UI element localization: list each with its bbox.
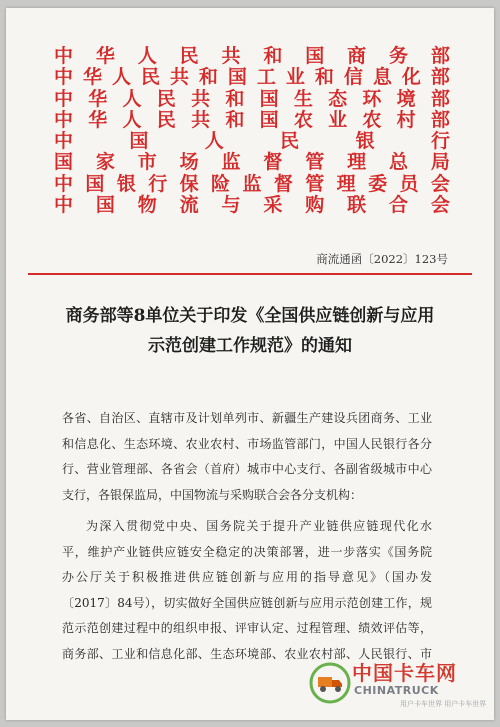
- issuer-line: 中 国 银 行 保 险 监 督 管 理 委 员 会: [54, 172, 450, 195]
- watermark-title: 中国卡车网: [352, 661, 457, 685]
- document-number: 商流通函〔2022〕123号: [316, 252, 448, 266]
- red-divider-line: [28, 273, 472, 275]
- watermark-logo: [308, 655, 488, 715]
- body-line: 为深入贯彻党中央、国务院关于提升产业链供应链现代化水: [86, 519, 432, 533]
- issuer-line: 中 华 人 民 共 和 国 工 业 和 信 息 化 部: [54, 66, 450, 89]
- body-line: 范示范创建过程中的组织申报、评审认定、过程管理、绩效评估等，: [62, 621, 432, 635]
- document-page: [6, 8, 494, 720]
- body-line: 各省、自治区、直辖市及计划单列市、新疆生产建设兵团商务、工业: [62, 411, 432, 425]
- main-paragraph: [62, 514, 432, 667]
- document-body: [62, 406, 432, 667]
- issuer-line: 中 国 物 流 与 采 购 联 合 会: [54, 194, 450, 217]
- body-line: 办公厅关于积极推进供应链创新与应用的指导意见》（国办发: [62, 570, 432, 584]
- title-line-2: 示范创建工作规范》的通知: [148, 336, 352, 356]
- addressee-paragraph: [62, 406, 432, 508]
- body-line: 〔2017〕84号），切实做好全国供应链创新与应用示范创建工作，规: [62, 595, 432, 610]
- issuer-line: 中 华 人 民 共 和 国 生 态 环 境 部: [54, 87, 450, 110]
- document-title: [26, 301, 474, 361]
- issuer-line: 国 家 市 场 监 督 管 理 总 局: [54, 151, 450, 174]
- body-line: 支行，各银保监局，中国物流与采购联合会各分支机构：: [62, 487, 363, 502]
- issuer-line: 中 华 人 民 共 和 国 农 业 农 村 部: [54, 108, 450, 131]
- body-line: 平，维护产业链供应链安全稳定的决策部署，进一步落实《国务院: [62, 544, 432, 559]
- watermark-english: CHINATRUCK: [354, 684, 439, 697]
- title-line-1: 商务部等8单位关于印发《全国供应链创新与应用: [65, 306, 435, 326]
- body-line: 和信息化、生态环境、农业农村、市场监管部门，中国人民银行各分: [62, 436, 432, 451]
- watermark-subtitle: 用户卡车世界 用户卡车世界: [400, 700, 487, 708]
- issuing-agencies-header: [54, 46, 450, 216]
- truck-logo-icon: [308, 661, 352, 705]
- body-line: 商务部、工业和信息化部、生态环境部、农业农村部、人民银行、市: [62, 646, 432, 661]
- issuer-line: 中 国 人 民 银 行: [54, 130, 450, 153]
- issuer-line: 中 华 人 民 共 和 国 商 务 部: [54, 45, 450, 67]
- body-line: 行、营业管理部、各省会（首府）城市中心支行、各副省级城市中心: [62, 462, 432, 476]
